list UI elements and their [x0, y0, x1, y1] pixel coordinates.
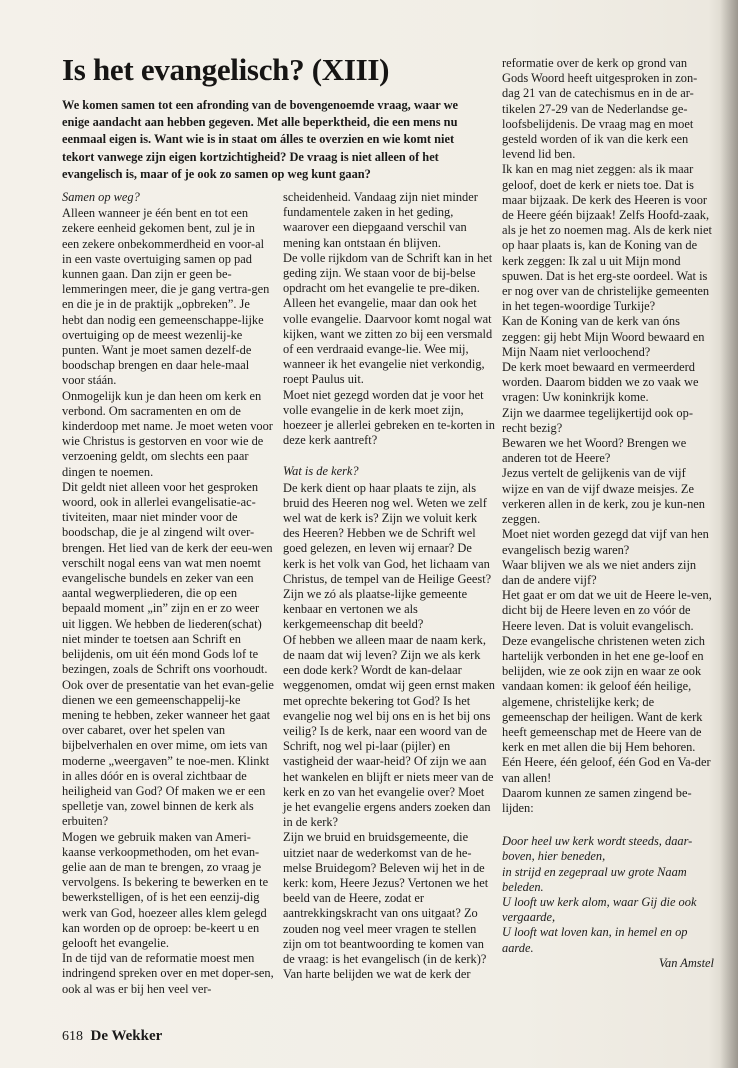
paragraph: Dit geldt niet alleen voor het gesproken woord, ook in allerlei evangelisatie-ac-tiviteiten, maar niet minder voor de boodschap, die je al zingend wilt over-brengen. Het lied van de kerk der eeu-wen verschilt nogal eens van wat men noemt evangelische bundels en zeker van een aantal wegwerpliederen, die op een bepaald moment „in” zijn en er zo weer uit liggen. We hebben de liederen(schat) niet minder te toetsen aan Schrift en belijdenis, om uit één mond Gods lof te bezingen, zoals de Schrift ons voorhoudt. [62, 479, 273, 677]
paragraph: De kerk moet bewaard en vermeerderd worden. Daarom bidden we zo vaak we vragen: Uw koninkrijk kome. [502, 360, 699, 405]
hymn-quote [502, 834, 714, 971]
hymn-line: U looft wat loven kan, in hemel en op aarde. [502, 925, 688, 955]
paragraph: Alleen wanneer je één bent en tot een zekere eenheid gekomen bent, zul je in een zekere onbekommerdheid en voor-al in een vaste overtuiging samen op pad kunnen gaan. Dan zijn er geen be-lemmeringen meer, die je gang vertra-gen en die je in de praktijk „opbreken”. Je hebt dan nodig een gemeenschappe-lijke overtuiging op de meest wezenlij-ke punten. Want je moet samen dezelf-de boodschap brengen en daar hele-maal voor stáán. [62, 206, 270, 388]
paragraph: Het gaat er om dat we uit de Heere le-ven, dicht bij de Heere leven en zo vóór de Heere leven. Dat is voluit evangelisch. [502, 588, 712, 633]
hymn-line: in strijd en zegepraal uw grote Naam beleden. [502, 864, 687, 894]
paragraph: Jezus vertelt de gelijkenis van de vijf wijze en van de vijf dwaze meisjes. Ze verkeren allen in de kerk, zou je kun-nen zeggen. [502, 466, 705, 527]
paragraph: De volle rijkdom van de Schrift kan in het geding zijn. We staan voor de bij-belse opdracht om het evangelie te pre-diken. Alleen het evangelie, maar dan ook het volle evangelie. Daarvoor komt nogal wat kijken, want we zitten zo bij een versmald of een verdraaid evange-lie. Wee mij, wanneer ik het evangelie niet verkondig, roept Paulus uit. [283, 250, 493, 387]
section-heading-wat-is-de-kerk: Wat is de kerk? [283, 464, 359, 479]
paragraph: Zijn we daarmee tegelijkertijd ook op-recht bezig? [502, 405, 693, 435]
paragraph: Bewaren we het Woord? Brengen we anderen tot de Heere? [502, 436, 687, 466]
paragraph: Moet niet worden gezegd dat vijf van hen evangelisch bezig waren? [502, 527, 709, 557]
article-lead: We komen samen tot een afronding van de bovengenoemde vraag, waar we enige aandacht aan hebben gegeven. Met alle beperktheid, die een mens nu eenmaal eigen is. Want wie is in staat om álles te overzien en wie komt niet tekort vanwege zijn eigen kortzichtigheid? De vraag is niet alleen of het evangelisch is, maar of je ook zo samen op weg kunt gaan? [62, 98, 459, 181]
paragraph: Of hebben we alleen maar de naam kerk, de naam dat wij leven? Zijn we als kerk een dode kerk? Wordt de kan-delaar weggenomen, omdat wij geen ernst maken met oprechte bekering tot God? Is het evangelie nog wel bij ons en is het bij ons veilig? Is de kerk, naar een woord van de Schrift, nog wel pi-laar (pijler) en vastigheid der waar-heid? Of zijn we aan het wankelen en blijft er niets meer van de kerk en zo van het evangelie over? Moet je het evangelie ergens anders zoeken dan in de kerk? [283, 632, 495, 830]
hymn-line: U looft uw kerk alom, waar Gij die ook vergaarde, [502, 894, 697, 925]
paragraph: Onmogelijk kun je dan heen om kerk en verbond. Om sacramenten en om de kinderdoop met name. Je moet weten voor wie Christus is gestorven en voor wie de verzoening geldt, om slechts een paar dingen te noemen. [62, 388, 273, 479]
paragraph: Kan de Koning van de kerk van óns zeggen: gij hebt Mijn Woord bewaard en Mijn Naam niet verloochend? [502, 314, 705, 359]
hymn-line: Door heel uw kerk wordt steeds, daar-boven, hier beneden, [502, 834, 693, 864]
page-spine-shadow [720, 0, 738, 1068]
column-3 [502, 56, 714, 971]
paragraph: Ook over de presentatie van het evan-gelie dienen we een gemeenschappelij-ke mening te hebben, zeker wanneer het gaat over cabaret, over het spelen van bijbelverhalen en over mime, om iets van moderne „weergaven” te noe-men. Klinkt in alles dóór en is overal zichtbaar de heiligheid van God? Of maken we er een spelletje van, zowel binnen de kerk als erbuiten? [62, 677, 274, 829]
paragraph: Deze evangelische christenen weten zich hartelijk verbonden in het ene ge-loof en belijden, wie ze ook zijn en waar ze ook vandaan komen: ik geloof één heilige, algemene, christelijke kerk; de gemeenschap der heiligen. Want de kerk heeft gemeenschap met de Heere van de kerk en met allen die bij Hem behoren. [502, 633, 705, 755]
paragraph: reformatie over de kerk op grond van Gods Woord heeft uitgesproken in zon-dag 21 van de catechismus en in de ar-tikelen 27-29 van de Nederlandse ge-loofsbelijdenis. De vraag mag en moet gesteld worden of ik van die kerk een levend lid ben. [502, 56, 698, 162]
paragraph: Moet niet gezegd worden dat je voor het volle evangelie in de kerk moet zijn, hoezeer je allerlei gebreken en te-korten in deze kerk aantreft? [283, 387, 495, 448]
paragraph: Daarom kunnen ze samen zingend be-lijden: [502, 785, 692, 815]
magazine-name: De Wekker [90, 1028, 163, 1044]
page-number: 618 [62, 1029, 83, 1044]
paragraph: In de tijd van de reformatie moest men indringend spreken over en met doper-sen, ook al was er bij hen veel ver- [62, 951, 274, 996]
paragraph: De kerk dient op haar plaats te zijn, als bruid des Heeren nog wel. Weten we zelf wel wat de kerk is? Zijn we voluit kerk des Heeren? Hebben we de Schrift wel goed gelezen, en leven wij ernaar? De kerk is het volk van God, het lichaam van Christus, de tempel van de Heilige Geest? Zijn we zó als plaatse-lijke gemeente kenbaar en vertonen we als kerkgemeenschap dit beeld? [283, 480, 492, 632]
column-2 [283, 190, 495, 982]
paragraph: scheidenheid. Vandaag zijn niet minder fundamentele zaken in het geding, waarover een diepgaand verschil van mening kan ontstaan én blijven. [283, 190, 478, 250]
section-heading-samen-op-weg: Samen op weg? [62, 190, 140, 204]
paragraph: Eén Heere, één geloof, één God en Va-der van allen! [502, 755, 711, 785]
author-signature: Van Amstel [658, 955, 714, 970]
column-1 [62, 190, 274, 997]
paragraph: Waar blijven we als we niet anders zijn dan de andere vijf? [502, 557, 697, 587]
page-footer [62, 1028, 162, 1045]
article-title: Is het evangelisch? (XIII) [62, 52, 390, 87]
paragraph: Zijn we bruid en bruidsgemeente, die uitziet naar de wederkomst van de he-melse Bruidegom? Beleven wij het in de kerk: kom, Heere Jezus? Vertonen we het beeld van de Heere, zodat er aantrekkingskracht van ons uitgaat? Zo zouden nog veel meer vragen te stellen zijn om tot beantwoording te komen van de vraag: is het evangelisch (in de kerk)? [283, 830, 489, 966]
paragraph: Van harte belijden we wat de kerk der [283, 967, 471, 982]
paragraph: Ik kan en mag niet zeggen: als ik maar geloof, doet de kerk er niets toe. Dat is maar bijzaak. De kerk des Heeren is voor de Heere géén bijzaak! Zelfs Hoofd-zaak, als je het zo noemen mag. Als de kerk niet op haar plaats is, kan de Koning van de kerk zeggen: Ik zal u uit Mijn mond spuwen. Dat is het erg-ste oordeel. Wat is er nog over van de christelijke gemeenten in het tegen-woordige Turkije? [502, 162, 712, 314]
paragraph: Mogen we gebruik maken van Ameri-kaanse verkoopmethoden, om het evan-gelie aan de man te brengen, zo vraag je vervolgens. Is bekering te bewerken en te bewerkstelligen, of is het een eenzij-dig werk van God, hoezeer alles klem gelegd kan worden op de oproep: be-keert u en gelooft het evangelie. [62, 829, 269, 950]
